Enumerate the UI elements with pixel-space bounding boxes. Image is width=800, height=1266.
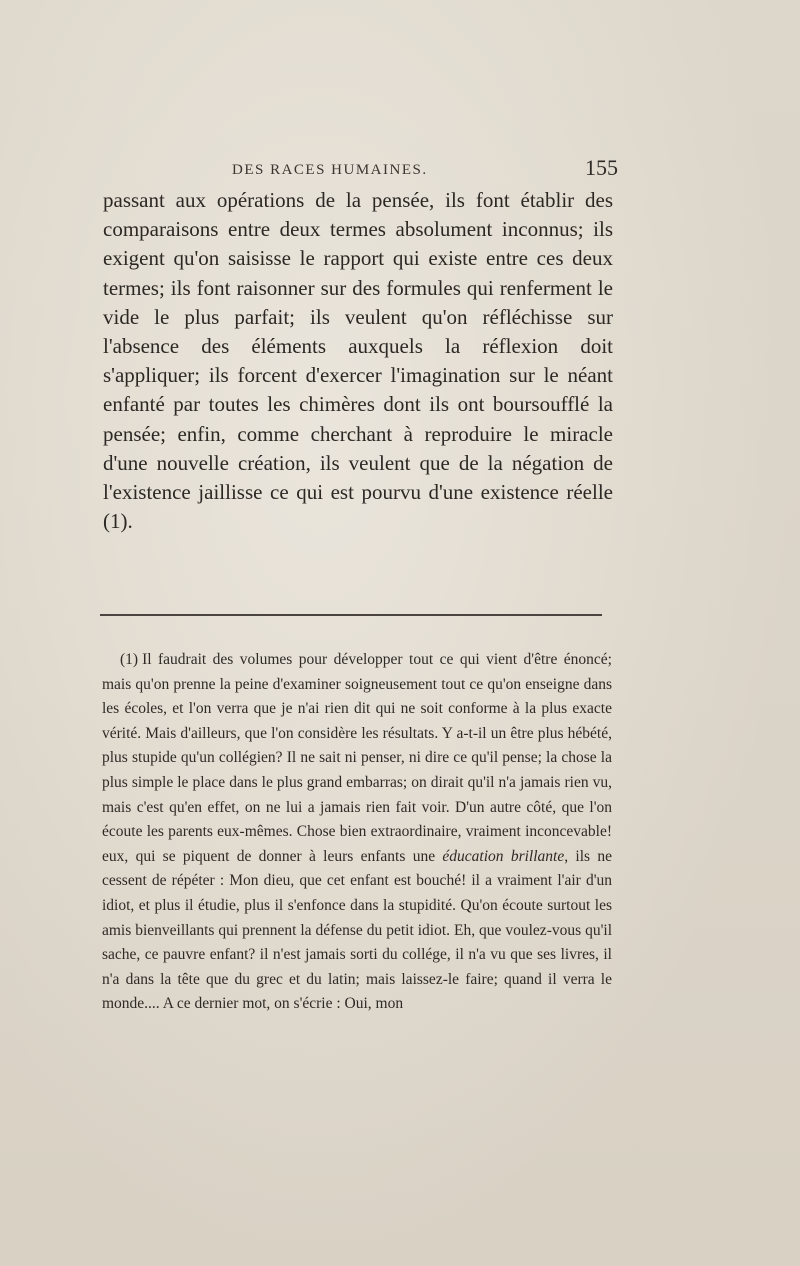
footnote-marker: (1)	[120, 651, 139, 668]
footnote-emphasis: éducation brillante	[442, 847, 565, 865]
footnote-text-part-1: Il faudrait des volumes pour développer tout ce qui vient d'être énoncé; mais qu'on prenne la peine d'examiner soigneusement tout ce qu'on enseigne dans les écoles, et l'on verra que je n'ai rien dit qui ne soit conforme à la plus exacte vérité. Mais d'ailleurs, que l'on considère les résultats. Y a-t-il un être plus hébété, plus stupide qu'un collégien? Il ne sait ni penser, ni dire ce qu'il pense; la chose la plus simple le place dans le plus grand embarras; on dirait qu'il n'a jamais rien vu, mais c'est qu'en effet, on ne lui a jamais rien fait voir. D'un autre côté, que l'on écoute les parents eux-mêmes. Chose bien extraordinaire, vraiment inconcevable! eux, qui se piquent de donner à leurs enfants une	[102, 651, 612, 865]
footnote-divider	[100, 614, 602, 616]
page-header	[232, 155, 618, 185]
page-number: 155	[585, 155, 618, 180]
footnote	[102, 648, 612, 1017]
footnote-text-part-2: , ils ne cessent de répéter : Mon dieu, que cet enfant est bouché! il a vraiment l'air d'un idiot, et plus il étudie, plus il s'enfonce dans la stupidité. Qu'on écoute surtout les amis bienveillants qui prennent la défense du petit idiot. Eh, que voulez-vous qu'il sache, ce pauvre enfant? il n'est jamais sorti du collége, il n'a vu que ses livres, il n'a dans la tête que du grec et du latin; mais laissez-le faire; quand il verra le monde.... A ce dernier mot, on s'écrie : Oui, mon	[102, 847, 612, 1013]
running-title: DES RACES HUMAINES.	[232, 162, 428, 178]
main-paragraph: passant aux opérations de la pensée, ils font établir des comparaisons entre deux termes absolument inconnus; ils exigent qu'on saisisse le rapport qui existe entre ces deux termes; ils font raisonner sur des formules qui renferment le vide le plus parfait; ils veulent qu'on réfléchisse sur l'absence des éléments auxquels la réflexion doit s'appliquer; ils forcent d'exercer l'imagination sur le néant enfanté par toutes les chimères dont ils ont boursoufflé la pensée; enfin, comme cherchant à reproduire le miracle d'une nouvelle création, ils veulent que de la négation de l'existence jaillisse ce qui est pourvu d'une existence réelle (1).	[103, 188, 613, 534]
